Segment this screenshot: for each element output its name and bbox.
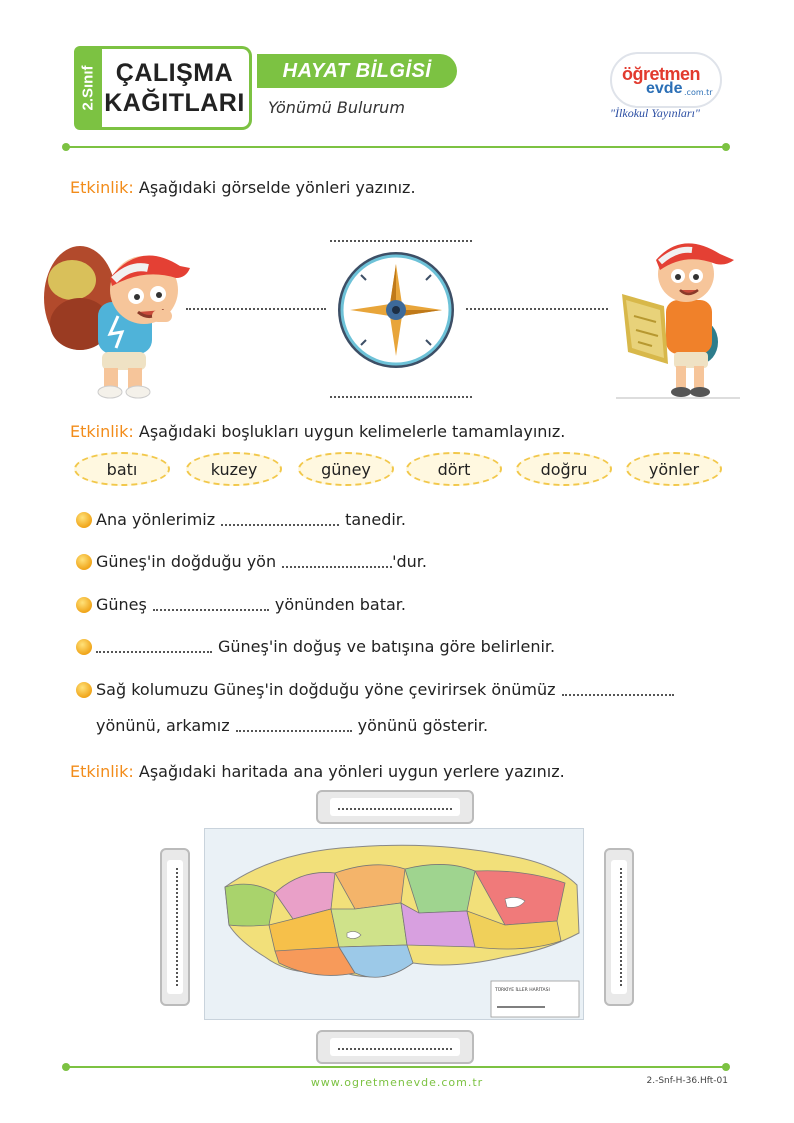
south-blank[interactable] xyxy=(330,396,472,398)
word-chip-guney: güney xyxy=(298,452,394,486)
sentence-4 xyxy=(76,637,555,656)
sentence-text: tanedir. xyxy=(345,510,406,529)
sentence-text: 'dur. xyxy=(392,552,427,571)
answer-blank[interactable] xyxy=(96,641,212,653)
bullet-icon xyxy=(76,682,92,698)
footer-website[interactable]: www.ogretmenevde.com.tr xyxy=(310,1076,484,1089)
activity-2-instruction xyxy=(70,422,565,441)
child-with-map-illustration xyxy=(616,230,740,400)
logo-word-2: evde xyxy=(646,80,683,97)
south-answer-scroll[interactable] xyxy=(316,1030,474,1064)
map-legend-title: TÜRKİYE İLLER HARİTASI xyxy=(495,988,550,993)
bullet-icon xyxy=(76,597,92,613)
answer-blank[interactable] xyxy=(562,684,674,696)
scroll-blank xyxy=(611,860,627,994)
activity-1-instruction xyxy=(70,178,416,197)
sentence-text: Güneş xyxy=(96,595,147,614)
east-blank[interactable] xyxy=(466,308,608,310)
footer-divider xyxy=(66,1066,726,1068)
west-blank[interactable] xyxy=(186,308,326,310)
answer-blank[interactable] xyxy=(236,720,352,732)
sentence-text: Ana yönlerimiz xyxy=(96,510,216,529)
sentence-text: Sağ kolumuzu Güneş'in doğduğu yöne çevirirsek önümüz xyxy=(96,680,556,699)
sentence-1 xyxy=(76,510,406,529)
west-answer-scroll[interactable] xyxy=(160,848,190,1006)
bullet-icon xyxy=(76,554,92,570)
sentence-text: yönünü gösterir. xyxy=(357,716,489,735)
word-chip-kuzey: kuzey xyxy=(186,452,282,486)
scroll-blank xyxy=(330,1038,460,1056)
topic-subtitle: Yönümü Bulurum xyxy=(268,98,405,117)
grade-badge xyxy=(74,46,102,130)
subject-banner: HAYAT BİLGİSİ xyxy=(257,54,457,88)
word-chip-yonler: yönler xyxy=(626,452,722,486)
turkey-provinces-map xyxy=(205,829,584,1020)
north-blank[interactable] xyxy=(330,240,472,242)
bullet-icon xyxy=(76,639,92,655)
sentence-text: Güneş'in doğduğu yön xyxy=(96,552,277,571)
sentence-2 xyxy=(76,552,427,571)
bullet-icon xyxy=(76,512,92,528)
grade-label: 2.Sınıf xyxy=(79,65,97,111)
sentence-text: yönünü, arkamız xyxy=(96,716,230,735)
header-divider xyxy=(66,146,726,148)
logo-domain: .com.tr xyxy=(684,88,713,97)
sentence-5 xyxy=(76,680,680,699)
title-line-2: KAĞITLARI xyxy=(104,89,245,117)
title-line-1: ÇALIŞMA xyxy=(115,59,234,87)
east-answer-scroll[interactable] xyxy=(604,848,634,1006)
sentence-5-continued xyxy=(96,716,488,735)
publisher-logo xyxy=(602,46,730,124)
activity-label: Etkinlik: xyxy=(70,762,134,781)
activity-label: Etkinlik: xyxy=(70,178,134,197)
north-answer-scroll[interactable] xyxy=(316,790,474,824)
sentence-text: yönünden batar. xyxy=(274,595,406,614)
answer-blank[interactable] xyxy=(221,514,339,526)
child-with-backpack-illustration xyxy=(40,228,190,400)
logo-word-1: öğretmen xyxy=(622,64,701,84)
document-code: 2.-Snf-H-36.Hft-01 xyxy=(646,1076,728,1086)
turkey-map xyxy=(204,828,584,1020)
sentence-3 xyxy=(76,595,406,614)
activity-text: Aşağıdaki boşlukları uygun kelimelerle tamamlayınız. xyxy=(133,422,566,441)
scroll-blank xyxy=(330,798,460,816)
word-chip-bati: batı xyxy=(74,452,170,486)
answer-blank[interactable] xyxy=(282,556,392,568)
sentence-text: Güneş'in doğuş ve batışına göre belirlenir. xyxy=(218,637,556,656)
compass-icon xyxy=(334,248,458,372)
word-chip-dogru: doğru xyxy=(516,452,612,486)
logo-tagline: "İlkokul Yayınları" xyxy=(610,106,700,120)
scroll-blank xyxy=(167,860,183,994)
activity-text: Aşağıdaki haritada ana yönleri uygun yerlere yazınız. xyxy=(133,762,565,781)
answer-blank[interactable] xyxy=(153,599,269,611)
word-chip-dort: dört xyxy=(406,452,502,486)
activity-text: Aşağıdaki görselde yönleri yazınız. xyxy=(133,178,416,197)
worksheet-title xyxy=(100,46,252,130)
activity-label: Etkinlik: xyxy=(70,422,134,441)
activity-3-instruction xyxy=(70,762,565,781)
